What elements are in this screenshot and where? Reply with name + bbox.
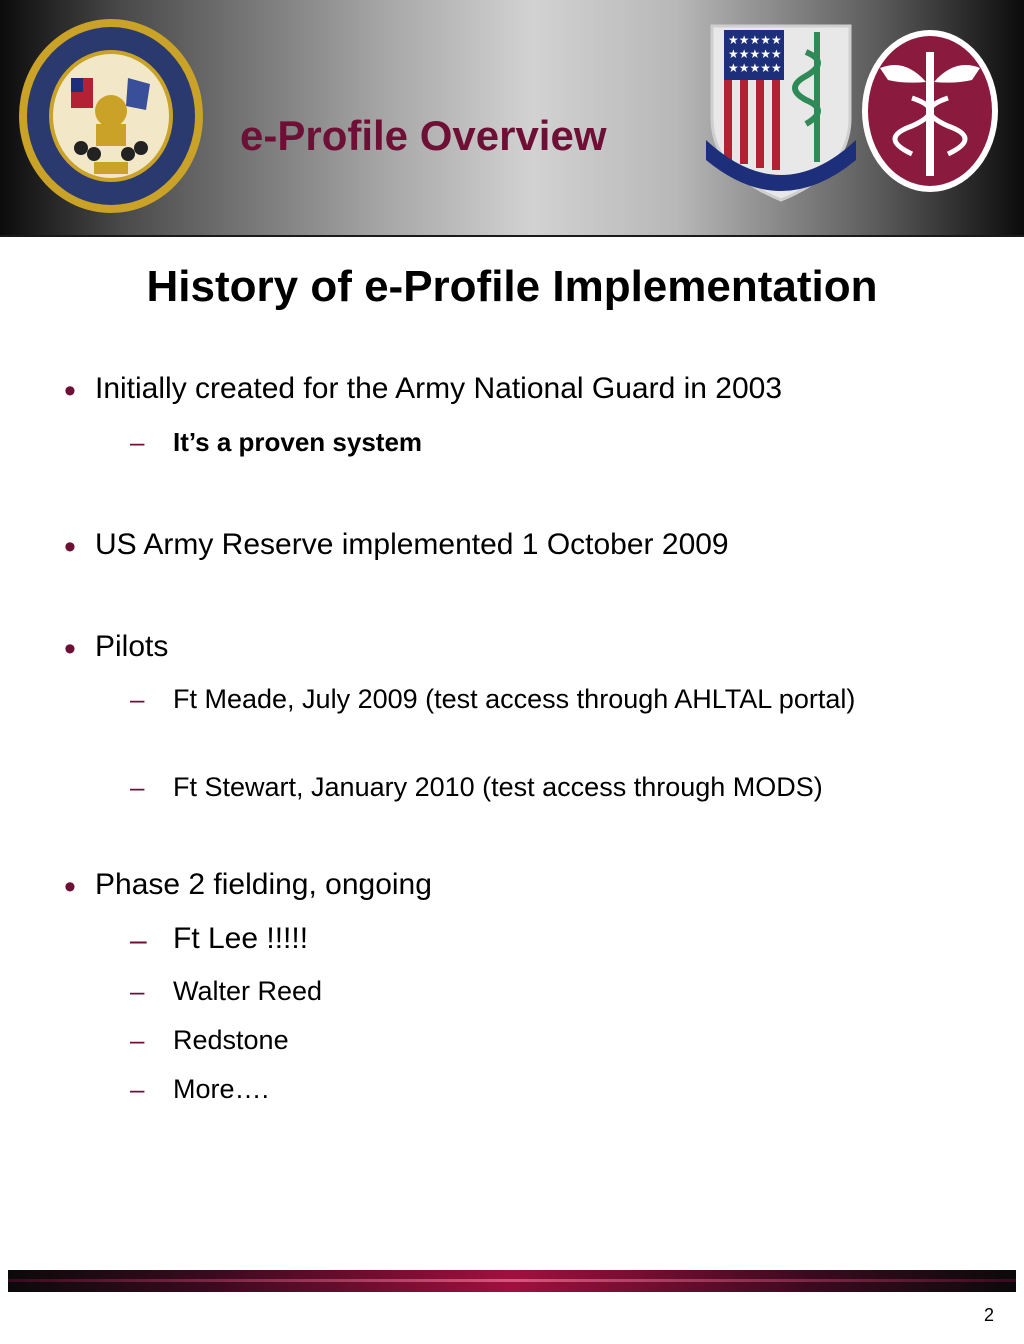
page-number: 2: [983, 1305, 994, 1325]
sub-bullet-dash: –: [130, 684, 145, 714]
medical-corps-shield-icon: [702, 22, 860, 204]
bullet-text: Initially created for the Army National Guard in 2003: [95, 372, 783, 405]
bullet-text: Phase 2 fielding, ongoing: [95, 868, 432, 901]
department-of-the-army-seal-icon: [16, 16, 206, 216]
svg-text:★★★★★: ★★★★★: [728, 61, 782, 75]
bullet-marker: •: [64, 630, 76, 668]
sub-bullet-dash: –: [130, 427, 145, 457]
slide-title: History of e-Profile Implementation: [146, 262, 878, 311]
sub-bullet-dash: –: [130, 976, 145, 1006]
bullet-marker: •: [64, 868, 76, 906]
sub-bullet-text: Redstone: [173, 1025, 289, 1055]
bullet-marker: •: [64, 528, 76, 566]
bullet-marker: •: [64, 372, 76, 410]
sub-bullet-dash: –: [130, 772, 145, 802]
sub-bullet-text: Walter Reed: [173, 976, 323, 1006]
sub-bullet-text: More….: [173, 1074, 270, 1104]
sub-bullet-dash: –: [130, 924, 147, 957]
sub-bullet-text: Ft Lee !!!!!: [173, 922, 309, 955]
svg-text:★★★★★: ★★★★★: [728, 47, 782, 61]
footer-band: [8, 1270, 1016, 1292]
sub-bullet-text: Ft Stewart, January 2010 (test access through MODS): [173, 772, 823, 802]
header-title: e-Profile Overview: [240, 112, 607, 159]
bullet-text: Pilots: [95, 630, 169, 663]
slide-header: [0, 0, 1024, 237]
sub-bullet-dash: –: [130, 1074, 145, 1104]
sub-bullet-text: Ft Meade, July 2009 (test access through AHLTAL portal): [173, 684, 856, 714]
bullet-text: US Army Reserve implemented 1 October 2009: [95, 528, 729, 561]
medcom-caduceus-icon: [860, 28, 1000, 194]
sub-bullet-text: It’s a proven system: [173, 427, 423, 457]
svg-text:★★★★★: ★★★★★: [728, 33, 782, 47]
sub-bullet-dash: –: [130, 1025, 145, 1055]
